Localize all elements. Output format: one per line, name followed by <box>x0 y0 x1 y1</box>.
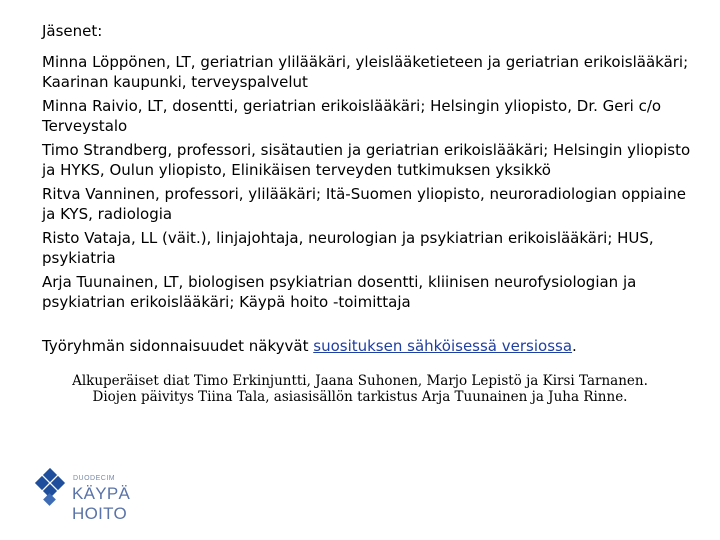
logo-main-text: KÄYPÄ HOITO <box>72 484 131 523</box>
disclosure-prefix: Työryhmän sidonnaisuudet näkyvät <box>42 337 314 355</box>
slide-credits <box>30 373 690 405</box>
disclosure-suffix: . <box>572 337 577 355</box>
member-item: Minna Raivio, LT, dosentti, geriatrian erikoislääkäri; Helsingin yliopisto, Dr. Geri c/o Terveystalo <box>42 97 662 135</box>
diamond-logo-icon <box>32 468 68 508</box>
member-item: Ritva Vanninen, professori, ylilääkäri; Itä-Suomen yliopisto, neuroradiologian oppiaine ja KYS, radiologia <box>42 185 686 223</box>
member-item: Risto Vataja, LL (väit.), linjajohtaja, neurologian ja psykiatrian erikoislääkäri; HUS, psykiatria <box>42 229 654 267</box>
disclosure-text <box>42 336 577 356</box>
member-item: Arja Tuunainen, LT, biologisen psykiatrian dosentti, kliinisen neurofysiologian ja psykiatrian erikoislääkäri; Käypä hoito -toimittaja <box>42 273 637 311</box>
credits-line-original: Alkuperäiset diat Timo Erkinjuntti, Jaana Suhonen, Marjo Lepistö ja Kirsi Tarnanen. <box>72 373 648 389</box>
logo-duodecim-text: DUODECIM <box>73 475 116 482</box>
kaypa-hoito-logo <box>32 468 172 523</box>
member-item: Minna Löppönen, LT, geriatrian ylilääkäri, yleislääketieteen ja geriatrian erikoislääkäri; Kaarinan kaupunki, terveyspalvelut <box>42 53 689 91</box>
members-list <box>42 52 692 316</box>
credits-line-update: Diojen päivitys Tiina Tala, asiasisällön tarkistus Arja Tuunainen ja Juha Rinne. <box>92 389 628 405</box>
electronic-version-link[interactable]: suosituksen sähköisessä versiossa <box>313 337 573 355</box>
members-heading: Jäsenet: <box>42 22 103 40</box>
member-item: Timo Strandberg, professori, sisätautien ja geriatrian erikoislääkäri; Helsingin yliopisto ja HYKS, Oulun yliopisto, Elinikäisen terveyden tutkimuksen yksikkö <box>42 141 691 179</box>
